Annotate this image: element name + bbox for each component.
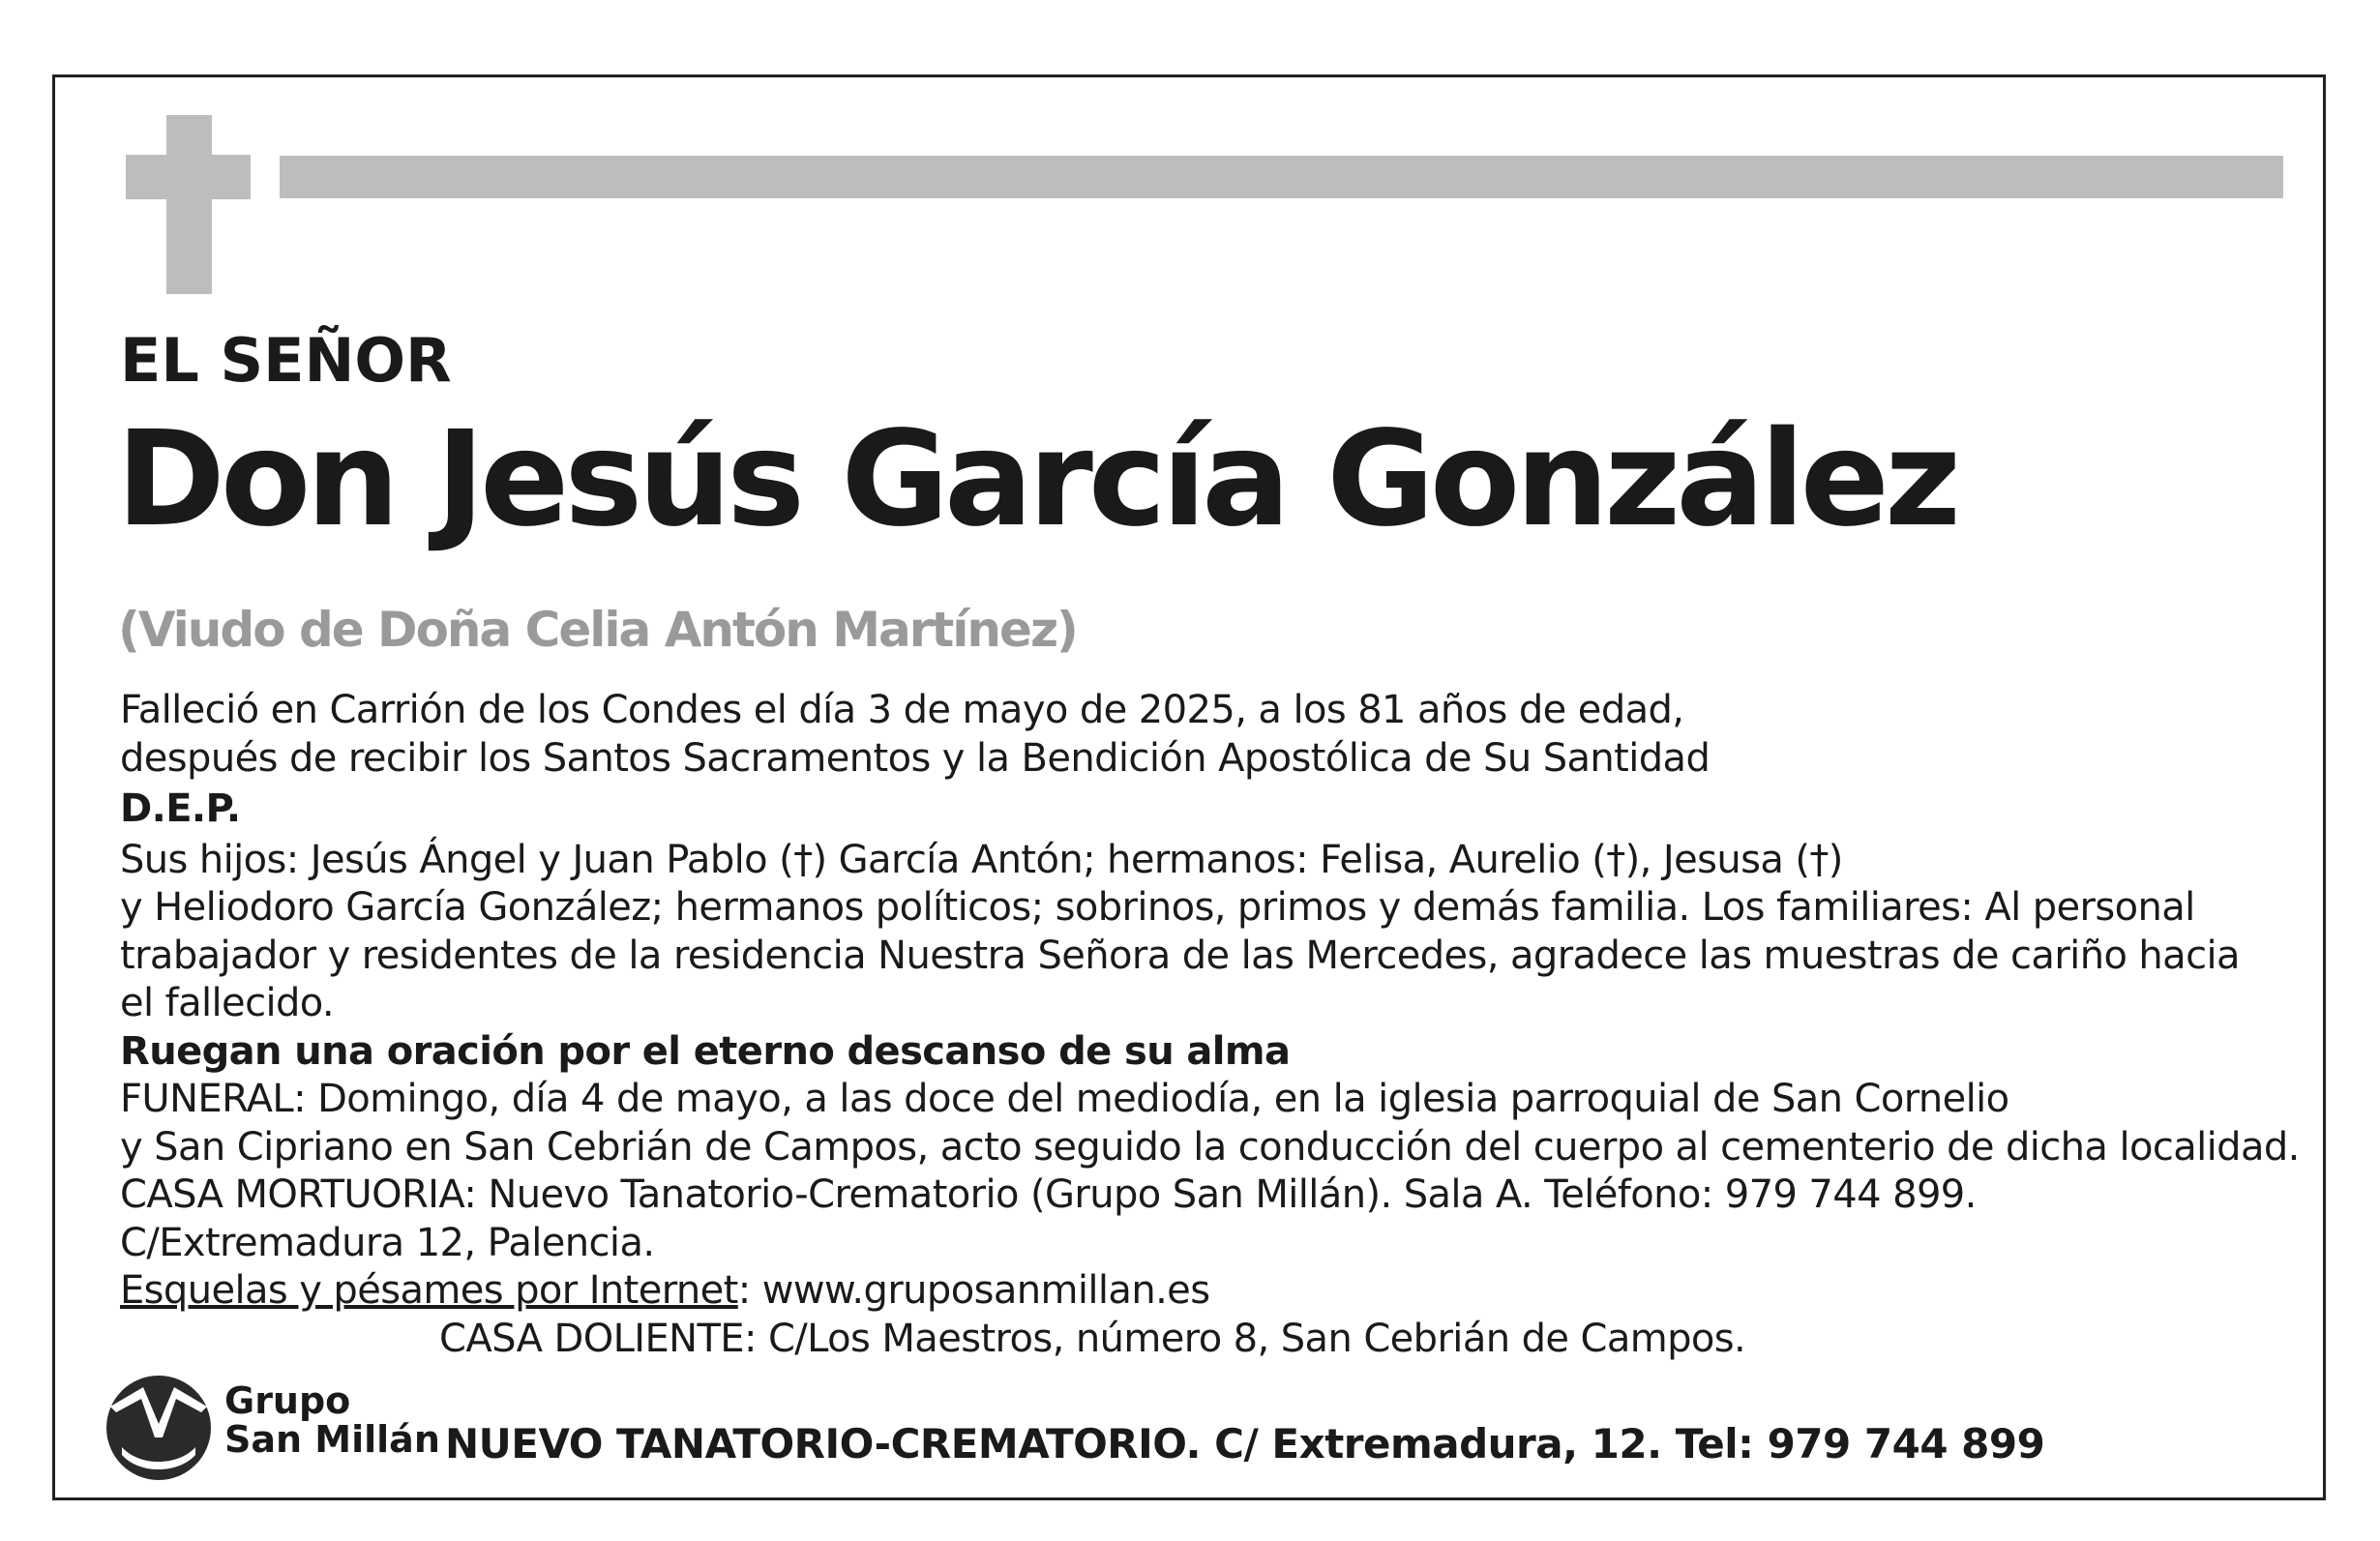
funeral-line-1: FUNERAL: Domingo, día 4 de mayo, a las doce del mediodía, en la iglesia parroquial de San Cornelio bbox=[120, 1077, 2009, 1121]
dep-heading: D.E.P. bbox=[120, 786, 241, 831]
mortuary-line-1: CASA MORTUORIA: Nuevo Tanatorio-Crematorio (Grupo San Millán). Sala A. Teléfono: 979 744 899. bbox=[120, 1172, 1977, 1217]
obituary-body bbox=[120, 687, 2300, 1363]
family-line-2: y Heliodoro García González; hermanos políticos; sobrinos, primos y demás familia. Los familiares: Al personal bbox=[120, 885, 2195, 930]
death-line-2: después de recibir los Santos Sacramentos y la Bendición Apostólica de Su Santidad bbox=[120, 735, 1711, 781]
doliente-line: CASA DOLIENTE: C/Los Maestros, número 8, San Cebrián de Campos. bbox=[439, 1316, 1746, 1361]
mortuary-line-2: C/Extremadura 12, Palencia. bbox=[120, 1220, 655, 1265]
widow-subtitle: (Viudo de Doña Celia Antón Martínez) bbox=[118, 602, 1077, 658]
header-bar bbox=[280, 156, 2283, 198]
footer-address: NUEVO TANATORIO-CREMATORIO. C/ Extremadura, 12. Tel: 979 744 899 bbox=[445, 1420, 2045, 1467]
family-line-3: trabajador y residentes de la residencia Nuestra Señora de las Mercedes, agradece las muestras de cariño hacia bbox=[120, 933, 2240, 978]
title-small: EL SEÑOR bbox=[120, 325, 452, 396]
prayer-heading: Ruegan una oración por el eterno descanso de su alma bbox=[120, 1028, 1291, 1074]
brand-name bbox=[224, 1381, 440, 1459]
death-line-1: Falleció en Carrión de los Condes el día 3 de mayo de 2025, a los 81 años de edad, bbox=[120, 688, 1684, 732]
brand-line-2: San Millán bbox=[224, 1418, 440, 1461]
internet-url: : www.gruposanmillan.es bbox=[737, 1268, 1210, 1313]
cross-icon-arm bbox=[126, 155, 251, 199]
internet-link[interactable]: Esquelas y pésames por Internet bbox=[120, 1268, 738, 1313]
cross-icon bbox=[166, 115, 212, 294]
internet-line bbox=[120, 1267, 2277, 1316]
family-line-4: el fallecido. bbox=[120, 981, 335, 1025]
family-line-1: Sus hijos: Jesús Ángel y Juan Pablo (†) García Antón; hermanos: Felisa, Aurelio (†), Jesusa (†) bbox=[120, 837, 1843, 882]
deceased-name: Don Jesús García González bbox=[116, 403, 1957, 556]
brand-line-1: Grupo bbox=[224, 1379, 351, 1422]
grupo-san-millan-logo-icon bbox=[104, 1374, 213, 1482]
funeral-line-2: y San Cipriano en San Cebrián de Campos, acto seguido la conducción del cuerpo al cementerio de dicha localidad. bbox=[120, 1124, 2300, 1170]
